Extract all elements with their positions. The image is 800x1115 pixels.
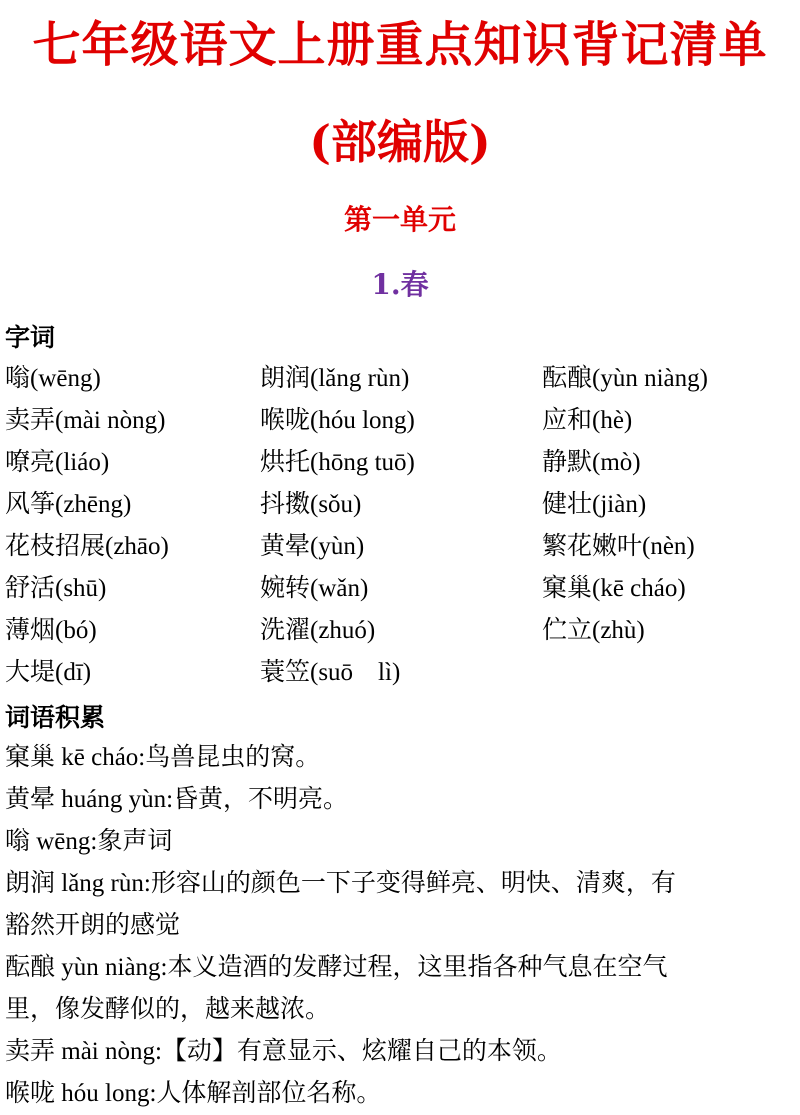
unit-title: 第一单元	[343, 203, 456, 236]
word-item: 烘托(hōng tuō)	[260, 449, 415, 476]
word-item: 抖擞(sǒu)	[260, 491, 362, 518]
definition-line: 喉咙 hóu long:人体解剖部位名称。	[5, 1080, 382, 1107]
definition-line: 酝酿 yùn niàng:本义造酒的发酵过程，这里指各种气息在空气	[5, 954, 668, 981]
document-title: 七年级语文上册重点知识背记清单	[32, 17, 768, 73]
word-item: 嘹亮(liáo)	[5, 449, 110, 476]
section-heading-vocab: 词语积累	[5, 703, 106, 732]
definition-line: 黄晕 huáng yùn:昏黄，不明亮。	[5, 786, 349, 813]
word-item: 花枝招展(zhāo)	[5, 533, 169, 560]
word-item: 伫立(zhù)	[542, 617, 645, 644]
definition-line: 窠巢 kē cháo:鸟兽昆虫的窝。	[5, 744, 321, 771]
word-item: 舒活(shū)	[5, 575, 107, 602]
word-item: 风筝(zhēng)	[5, 491, 132, 518]
word-item: 大堤(dī)	[5, 659, 92, 686]
word-item: 朗润(lǎng rùn)	[260, 365, 410, 392]
definition-line: 朗润 lǎng rùn:形容山的颜色一下子变得鲜亮、明快、清爽，有	[5, 870, 676, 897]
word-item: 婉转(wǎn)	[260, 575, 369, 602]
word-item: 卖弄(mài nòng)	[5, 407, 166, 434]
definition-line: 嗡 wēng:象声词	[5, 828, 173, 855]
word-grid	[5, 358, 795, 694]
word-item: 静默(mò)	[542, 449, 641, 476]
lesson-title: 1.春	[371, 268, 429, 301]
section-heading-words: 字词	[5, 323, 56, 352]
word-item: 黄晕(yùn)	[260, 533, 365, 560]
definition-line: 卖弄 mài nòng:【动】有意显示、炫耀自己的本领。	[5, 1038, 562, 1065]
document-subtitle: (部编版)	[309, 115, 491, 169]
word-item: 应和(hè)	[542, 407, 633, 434]
word-item: 洗濯(zhuó)	[260, 617, 376, 644]
word-item: 薄烟(bó)	[5, 617, 97, 644]
word-item: 蓑笠(suō lì)	[260, 659, 401, 686]
vocab-definitions	[5, 737, 795, 1115]
word-item: 繁花嫩叶(nèn)	[542, 533, 695, 560]
definition-line: 里，像发酵似的，越来越浓。	[5, 996, 331, 1023]
definition-line: 豁然开朗的感觉	[5, 912, 181, 939]
word-item: 喉咙(hóu long)	[260, 407, 415, 434]
word-item: 酝酿(yùn niàng)	[542, 365, 708, 392]
word-item: 健壮(jiàn)	[542, 491, 647, 518]
word-item: 窠巢(kē cháo)	[542, 575, 686, 602]
word-item: 嗡(wēng)	[5, 365, 101, 392]
